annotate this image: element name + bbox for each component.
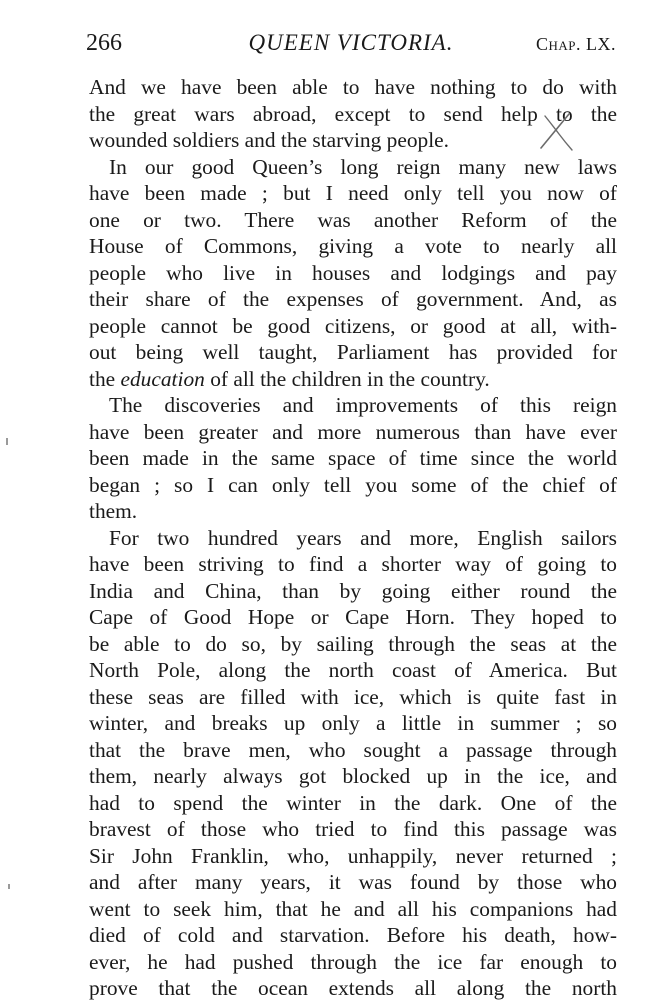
running-title: QUEEN VICTORIA.: [248, 30, 454, 55]
margin-speck: [6, 438, 8, 445]
text-line: prove that the ocean extends all along the north: [89, 976, 617, 1000]
text-line: have been striving to find a shorter way of going to: [89, 552, 617, 576]
text-line: had to spend the winter in the dark. One of the: [89, 790, 617, 815]
text-fragment: the: [89, 366, 121, 391]
text-line: have been made ; but I need only tell you now of: [89, 181, 617, 205]
text-line: these seas are filled with ice, which is quite fast in: [89, 684, 617, 709]
text-line: be able to do so, by sailing through the seas at the: [89, 631, 617, 656]
text-line: For two hundred years and more, English sailors: [109, 525, 617, 550]
text-line: North Pole, along the north coast of America. But: [89, 658, 617, 682]
text-line: and after many years, it was found by those who: [89, 870, 617, 894]
text-line: In our good Queen’s long reign many new laws: [109, 154, 617, 179]
margin-speck: [8, 884, 10, 889]
text-line: the great wars abroad, except to send help to the: [89, 101, 617, 126]
text-line: bravest of those who tried to find this passage was: [89, 817, 617, 841]
text-line: winter, and breaks up only a little in summer ; so: [89, 711, 617, 735]
emphasized-word: education: [120, 366, 205, 391]
text-fragment: of all the children in the country.: [204, 366, 490, 391]
text-line: have been greater and more numerous than have ever: [89, 419, 617, 444]
pencil-cross-mark: [535, 108, 575, 154]
text-line: died of cold and starvation. Before his death, how-: [89, 923, 617, 947]
text-line: began ; so I can only tell you some of the chief of: [89, 472, 617, 497]
text-line: wounded soldiers and the starving people.: [89, 128, 449, 152]
text-line: their share of the expenses of government. And, as: [89, 287, 617, 311]
page-header: [86, 26, 616, 60]
text-line: [89, 366, 617, 393]
text-line: ever, he had pushed through the ice far enough to: [89, 949, 617, 974]
chapter-label: Chap. LX.: [535, 34, 616, 54]
text-line: India and China, than by going either round the: [89, 578, 617, 603]
text-line: Cape of Good Hope or Cape Horn. They hoped to: [89, 605, 617, 629]
text-line: been made in the same space of time since the world: [89, 446, 617, 470]
text-line: that the brave men, who sought a passage through: [89, 737, 617, 762]
body-text: [89, 74, 617, 1002]
text-line: Sir John Franklin, who, unhappily, never returned ;: [89, 843, 617, 868]
text-line: one or two. There was another Reform of the: [89, 207, 617, 232]
text-line: went to seek him, that he and all his companions had: [89, 896, 617, 921]
text-line: The discoveries and improvements of this reign: [109, 393, 617, 417]
page-number: 266: [86, 30, 122, 56]
text-line: out being well taught, Parliament has provided for: [89, 340, 617, 364]
text-line: them, nearly always got blocked up in the ice, and: [89, 764, 617, 788]
text-line: House of Commons, giving a vote to nearly all: [89, 234, 617, 258]
text-line: people who live in houses and lodgings and pay: [89, 260, 617, 285]
text-line: people cannot be good citizens, or good at all, with-: [89, 313, 617, 338]
text-line: And we have been able to have nothing to do with: [89, 75, 617, 99]
text-line: them.: [89, 499, 138, 523]
